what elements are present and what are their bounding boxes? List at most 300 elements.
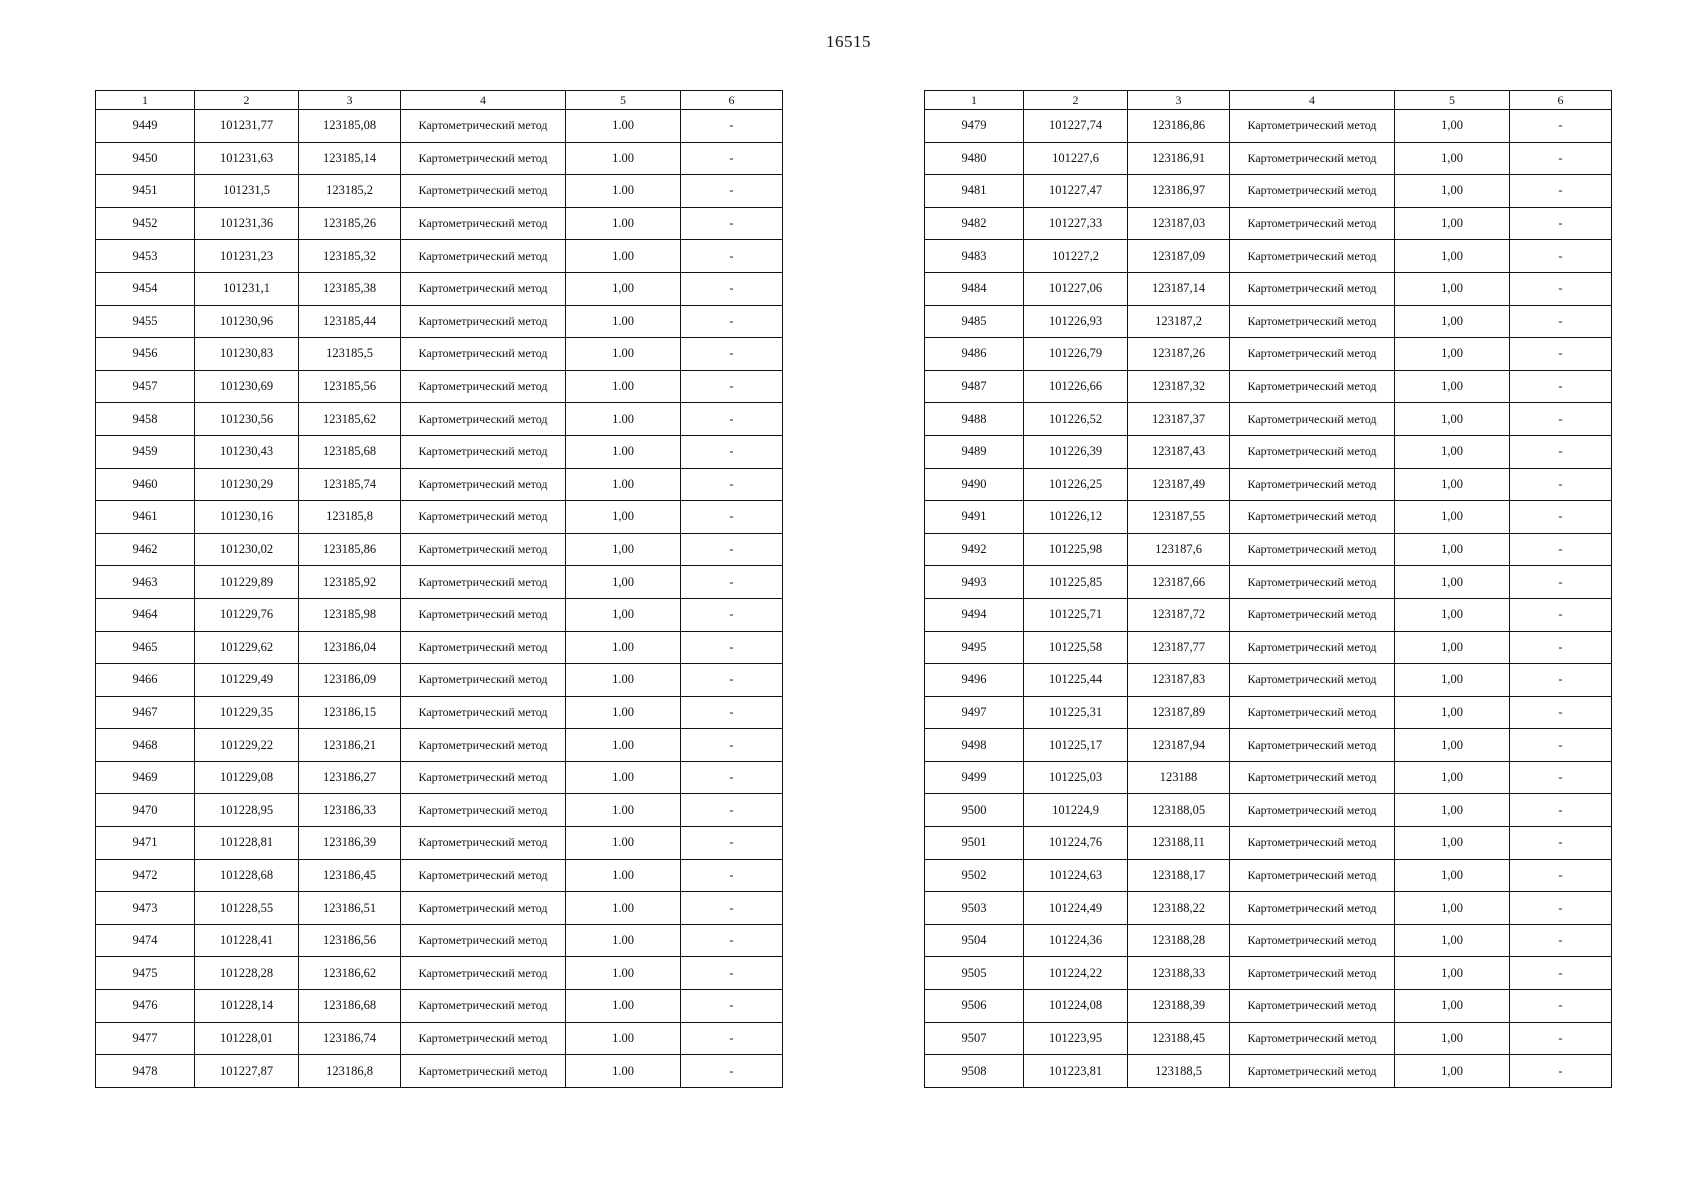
- x-coordinate-cell: 101228,55: [195, 892, 299, 925]
- table-row: [96, 566, 783, 599]
- accuracy-cell: 1.00: [566, 403, 681, 436]
- y-coordinate-cell: 123186,91: [1128, 142, 1230, 175]
- point-number-cell: 9478: [96, 1055, 195, 1088]
- description-cell: -: [681, 370, 783, 403]
- point-number-cell: 9467: [96, 696, 195, 729]
- table-row: [96, 696, 783, 729]
- accuracy-cell: 1.00: [566, 761, 681, 794]
- x-coordinate-cell: 101231,1: [195, 272, 299, 305]
- point-number-cell: 9456: [96, 338, 195, 371]
- description-cell: -: [681, 696, 783, 729]
- description-cell: -: [681, 729, 783, 762]
- table-row: [925, 468, 1612, 501]
- description-cell: -: [681, 631, 783, 664]
- table-header-row: [925, 91, 1612, 110]
- x-coordinate-cell: 101230,16: [195, 501, 299, 534]
- y-coordinate-cell: 123187,03: [1128, 207, 1230, 240]
- accuracy-cell: 1,00: [1395, 990, 1510, 1023]
- description-cell: -: [681, 859, 783, 892]
- description-cell: -: [1510, 305, 1612, 338]
- y-coordinate-cell: 123187,09: [1128, 240, 1230, 273]
- accuracy-cell: 1,00: [1395, 501, 1510, 534]
- description-cell: -: [1510, 794, 1612, 827]
- x-coordinate-cell: 101228,14: [195, 990, 299, 1023]
- table-row: [96, 957, 783, 990]
- table-row: [925, 272, 1612, 305]
- accuracy-cell: 1,00: [566, 501, 681, 534]
- accuracy-cell: 1,00: [1395, 175, 1510, 208]
- accuracy-cell: 1.00: [566, 1022, 681, 1055]
- x-coordinate-cell: 101226,93: [1024, 305, 1128, 338]
- y-coordinate-cell: 123187,43: [1128, 435, 1230, 468]
- x-coordinate-cell: 101228,28: [195, 957, 299, 990]
- table-row: [925, 370, 1612, 403]
- column-header: 5: [1395, 91, 1510, 110]
- x-coordinate-cell: 101224,9: [1024, 794, 1128, 827]
- y-coordinate-cell: 123188,05: [1128, 794, 1230, 827]
- method-cell: Картометрический метод: [401, 827, 566, 860]
- accuracy-cell: 1.00: [566, 1055, 681, 1088]
- method-cell: Картометрический метод: [401, 370, 566, 403]
- table-row: [96, 827, 783, 860]
- x-coordinate-cell: 101227,74: [1024, 110, 1128, 143]
- method-cell: Картометрический метод: [1230, 729, 1395, 762]
- x-coordinate-cell: 101227,87: [195, 1055, 299, 1088]
- point-number-cell: 9498: [925, 729, 1024, 762]
- point-number-cell: 9463: [96, 566, 195, 599]
- y-coordinate-cell: 123187,66: [1128, 566, 1230, 599]
- method-cell: Картометрический метод: [1230, 631, 1395, 664]
- y-coordinate-cell: 123185,32: [299, 240, 401, 273]
- accuracy-cell: 1,00: [1395, 142, 1510, 175]
- x-coordinate-cell: 101223,81: [1024, 1055, 1128, 1088]
- method-cell: Картометрический метод: [401, 142, 566, 175]
- method-cell: Картометрический метод: [401, 501, 566, 534]
- x-coordinate-cell: 101230,69: [195, 370, 299, 403]
- table-row: [96, 142, 783, 175]
- y-coordinate-cell: 123187,32: [1128, 370, 1230, 403]
- description-cell: -: [681, 207, 783, 240]
- y-coordinate-cell: 123185,2: [299, 175, 401, 208]
- y-coordinate-cell: 123187,89: [1128, 696, 1230, 729]
- point-number-cell: 9494: [925, 598, 1024, 631]
- accuracy-cell: 1,00: [1395, 827, 1510, 860]
- description-cell: -: [1510, 501, 1612, 534]
- x-coordinate-cell: 101227,33: [1024, 207, 1128, 240]
- description-cell: -: [1510, 598, 1612, 631]
- point-number-cell: 9457: [96, 370, 195, 403]
- table-row: [925, 305, 1612, 338]
- accuracy-cell: 1.00: [566, 631, 681, 664]
- point-number-cell: 9479: [925, 110, 1024, 143]
- description-cell: -: [681, 990, 783, 1023]
- y-coordinate-cell: 123186,68: [299, 990, 401, 1023]
- column-header: 4: [1230, 91, 1395, 110]
- description-cell: -: [681, 435, 783, 468]
- method-cell: Картометрический метод: [401, 305, 566, 338]
- description-cell: -: [1510, 533, 1612, 566]
- point-number-cell: 9453: [96, 240, 195, 273]
- y-coordinate-cell: 123185,08: [299, 110, 401, 143]
- point-number-cell: 9469: [96, 761, 195, 794]
- x-coordinate-cell: 101224,36: [1024, 924, 1128, 957]
- point-number-cell: 9465: [96, 631, 195, 664]
- description-cell: -: [1510, 566, 1612, 599]
- accuracy-cell: 1.00: [566, 142, 681, 175]
- point-number-cell: 9459: [96, 435, 195, 468]
- point-number-cell: 9501: [925, 827, 1024, 860]
- method-cell: Картометрический метод: [401, 664, 566, 697]
- accuracy-cell: 1.00: [566, 240, 681, 273]
- point-number-cell: 9461: [96, 501, 195, 534]
- accuracy-cell: 1,00: [1395, 207, 1510, 240]
- table-row: [96, 272, 783, 305]
- accuracy-cell: 1.00: [566, 957, 681, 990]
- accuracy-cell: 1,00: [1395, 859, 1510, 892]
- x-coordinate-cell: 101228,01: [195, 1022, 299, 1055]
- point-number-cell: 9471: [96, 827, 195, 860]
- x-coordinate-cell: 101225,71: [1024, 598, 1128, 631]
- description-cell: -: [681, 924, 783, 957]
- description-cell: -: [1510, 957, 1612, 990]
- y-coordinate-cell: 123185,5: [299, 338, 401, 371]
- method-cell: Картометрический метод: [401, 110, 566, 143]
- x-coordinate-cell: 101226,39: [1024, 435, 1128, 468]
- x-coordinate-cell: 101231,5: [195, 175, 299, 208]
- x-coordinate-cell: 101226,66: [1024, 370, 1128, 403]
- accuracy-cell: 1,00: [566, 598, 681, 631]
- table-row: [925, 598, 1612, 631]
- x-coordinate-cell: 101226,79: [1024, 338, 1128, 371]
- description-cell: -: [681, 1055, 783, 1088]
- description-cell: -: [681, 1022, 783, 1055]
- method-cell: Картометрический метод: [1230, 468, 1395, 501]
- method-cell: Картометрический метод: [401, 794, 566, 827]
- description-cell: -: [1510, 468, 1612, 501]
- x-coordinate-cell: 101227,47: [1024, 175, 1128, 208]
- point-number-cell: 9500: [925, 794, 1024, 827]
- point-number-cell: 9470: [96, 794, 195, 827]
- accuracy-cell: 1,00: [1395, 110, 1510, 143]
- accuracy-cell: 1,00: [1395, 631, 1510, 664]
- accuracy-cell: 1,00: [566, 533, 681, 566]
- description-cell: -: [1510, 370, 1612, 403]
- y-coordinate-cell: 123185,8: [299, 501, 401, 534]
- method-cell: Картометрический метод: [401, 696, 566, 729]
- column-header: 4: [401, 91, 566, 110]
- x-coordinate-cell: 101228,95: [195, 794, 299, 827]
- table-row: [96, 370, 783, 403]
- description-cell: -: [1510, 664, 1612, 697]
- point-number-cell: 9483: [925, 240, 1024, 273]
- point-number-cell: 9486: [925, 338, 1024, 371]
- description-cell: -: [1510, 990, 1612, 1023]
- accuracy-cell: 1,00: [1395, 957, 1510, 990]
- method-cell: Картометрический метод: [1230, 1055, 1395, 1088]
- y-coordinate-cell: 123187,2: [1128, 305, 1230, 338]
- y-coordinate-cell: 123187,77: [1128, 631, 1230, 664]
- point-number-cell: 9468: [96, 729, 195, 762]
- point-number-cell: 9499: [925, 761, 1024, 794]
- point-number-cell: 9458: [96, 403, 195, 436]
- description-cell: -: [1510, 403, 1612, 436]
- point-number-cell: 9466: [96, 664, 195, 697]
- x-coordinate-cell: 101227,06: [1024, 272, 1128, 305]
- x-coordinate-cell: 101231,63: [195, 142, 299, 175]
- x-coordinate-cell: 101224,49: [1024, 892, 1128, 925]
- method-cell: Картометрический метод: [1230, 370, 1395, 403]
- accuracy-cell: 1.00: [566, 924, 681, 957]
- method-cell: Картометрический метод: [401, 729, 566, 762]
- x-coordinate-cell: 101230,83: [195, 338, 299, 371]
- point-number-cell: 9508: [925, 1055, 1024, 1088]
- point-number-cell: 9504: [925, 924, 1024, 957]
- x-coordinate-cell: 101229,89: [195, 566, 299, 599]
- y-coordinate-cell: 123187,72: [1128, 598, 1230, 631]
- description-cell: -: [1510, 761, 1612, 794]
- x-coordinate-cell: 101229,22: [195, 729, 299, 762]
- y-coordinate-cell: 123186,51: [299, 892, 401, 925]
- x-coordinate-cell: 101224,76: [1024, 827, 1128, 860]
- y-coordinate-cell: 123188,5: [1128, 1055, 1230, 1088]
- description-cell: -: [1510, 272, 1612, 305]
- y-coordinate-cell: 123185,38: [299, 272, 401, 305]
- point-number-cell: 9493: [925, 566, 1024, 599]
- description-cell: -: [1510, 827, 1612, 860]
- x-coordinate-cell: 101223,95: [1024, 1022, 1128, 1055]
- y-coordinate-cell: 123187,49: [1128, 468, 1230, 501]
- x-coordinate-cell: 101231,23: [195, 240, 299, 273]
- table-row: [96, 1022, 783, 1055]
- y-coordinate-cell: 123185,86: [299, 533, 401, 566]
- table-row: [96, 468, 783, 501]
- method-cell: Картометрический метод: [401, 468, 566, 501]
- table-row: [96, 794, 783, 827]
- accuracy-cell: 1,00: [1395, 761, 1510, 794]
- table-row: [96, 892, 783, 925]
- accuracy-cell: 1,00: [1395, 1022, 1510, 1055]
- point-number-cell: 9490: [925, 468, 1024, 501]
- table-row: [925, 892, 1612, 925]
- table-row: [925, 859, 1612, 892]
- y-coordinate-cell: 123186,21: [299, 729, 401, 762]
- y-coordinate-cell: 123187,94: [1128, 729, 1230, 762]
- table-row: [96, 859, 783, 892]
- description-cell: -: [681, 892, 783, 925]
- method-cell: Картометрический метод: [1230, 827, 1395, 860]
- method-cell: Картометрический метод: [1230, 859, 1395, 892]
- description-cell: -: [681, 664, 783, 697]
- point-number-cell: 9472: [96, 859, 195, 892]
- accuracy-cell: 1.00: [566, 696, 681, 729]
- table-row: [96, 533, 783, 566]
- table-row: [96, 598, 783, 631]
- table-row: [925, 110, 1612, 143]
- accuracy-cell: 1,00: [1395, 403, 1510, 436]
- x-coordinate-cell: 101225,44: [1024, 664, 1128, 697]
- y-coordinate-cell: 123185,62: [299, 403, 401, 436]
- page-number: 16515: [826, 32, 871, 51]
- column-header: 6: [1510, 91, 1612, 110]
- y-coordinate-cell: 123185,98: [299, 598, 401, 631]
- method-cell: Картометрический метод: [1230, 240, 1395, 273]
- description-cell: -: [1510, 729, 1612, 762]
- y-coordinate-cell: 123186,27: [299, 761, 401, 794]
- y-coordinate-cell: 123186,09: [299, 664, 401, 697]
- point-number-cell: 9462: [96, 533, 195, 566]
- x-coordinate-cell: 101230,96: [195, 305, 299, 338]
- x-coordinate-cell: 101230,29: [195, 468, 299, 501]
- y-coordinate-cell: 123185,92: [299, 566, 401, 599]
- accuracy-cell: 1,00: [1395, 305, 1510, 338]
- description-cell: -: [1510, 1055, 1612, 1088]
- description-cell: -: [681, 566, 783, 599]
- table-row: [925, 175, 1612, 208]
- point-number-cell: 9455: [96, 305, 195, 338]
- description-cell: -: [1510, 175, 1612, 208]
- method-cell: Картометрический метод: [401, 1055, 566, 1088]
- accuracy-cell: 1,00: [566, 566, 681, 599]
- method-cell: Картометрический метод: [401, 892, 566, 925]
- accuracy-cell: 1,00: [1395, 338, 1510, 371]
- table-row: [925, 761, 1612, 794]
- x-coordinate-cell: 101229,76: [195, 598, 299, 631]
- accuracy-cell: 1.00: [566, 370, 681, 403]
- method-cell: Картометрический метод: [401, 761, 566, 794]
- table-row: [96, 175, 783, 208]
- x-coordinate-cell: 101231,36: [195, 207, 299, 240]
- y-coordinate-cell: 123186,33: [299, 794, 401, 827]
- description-cell: -: [681, 501, 783, 534]
- y-coordinate-cell: 123188,33: [1128, 957, 1230, 990]
- table-row: [96, 110, 783, 143]
- description-cell: -: [681, 110, 783, 143]
- accuracy-cell: 1,00: [1395, 272, 1510, 305]
- description-cell: -: [1510, 435, 1612, 468]
- column-header: 5: [566, 91, 681, 110]
- x-coordinate-cell: 101229,62: [195, 631, 299, 664]
- description-cell: -: [1510, 859, 1612, 892]
- point-number-cell: 9449: [96, 110, 195, 143]
- y-coordinate-cell: 123188,45: [1128, 1022, 1230, 1055]
- table-row: [925, 142, 1612, 175]
- table-row: [96, 240, 783, 273]
- point-number-cell: 9481: [925, 175, 1024, 208]
- y-coordinate-cell: 123185,14: [299, 142, 401, 175]
- table-row: [925, 631, 1612, 664]
- y-coordinate-cell: 123187,55: [1128, 501, 1230, 534]
- method-cell: Картометрический метод: [1230, 1022, 1395, 1055]
- accuracy-cell: 1.00: [566, 338, 681, 371]
- x-coordinate-cell: 101229,08: [195, 761, 299, 794]
- method-cell: Картометрический метод: [1230, 892, 1395, 925]
- description-cell: -: [681, 403, 783, 436]
- method-cell: Картометрический метод: [1230, 207, 1395, 240]
- method-cell: Картометрический метод: [1230, 403, 1395, 436]
- method-cell: Картометрический метод: [1230, 175, 1395, 208]
- table-body: [925, 110, 1612, 1088]
- accuracy-cell: 1,00: [1395, 435, 1510, 468]
- description-cell: -: [681, 827, 783, 860]
- y-coordinate-cell: 123186,45: [299, 859, 401, 892]
- point-number-cell: 9505: [925, 957, 1024, 990]
- point-number-cell: 9506: [925, 990, 1024, 1023]
- table-row: [96, 403, 783, 436]
- accuracy-cell: 1,00: [1395, 924, 1510, 957]
- description-cell: -: [681, 598, 783, 631]
- column-header: 1: [96, 91, 195, 110]
- point-number-cell: 9496: [925, 664, 1024, 697]
- x-coordinate-cell: 101228,68: [195, 859, 299, 892]
- table-row: [925, 566, 1612, 599]
- description-cell: -: [1510, 696, 1612, 729]
- accuracy-cell: 1,00: [1395, 598, 1510, 631]
- point-number-cell: 9503: [925, 892, 1024, 925]
- table-row: [925, 207, 1612, 240]
- method-cell: Картометрический метод: [1230, 305, 1395, 338]
- point-number-cell: 9489: [925, 435, 1024, 468]
- method-cell: Картометрический метод: [401, 272, 566, 305]
- table-row: [96, 924, 783, 957]
- point-number-cell: 9491: [925, 501, 1024, 534]
- x-coordinate-cell: 101229,35: [195, 696, 299, 729]
- accuracy-cell: 1,00: [1395, 696, 1510, 729]
- accuracy-cell: 1.00: [566, 110, 681, 143]
- method-cell: Картометрический метод: [401, 435, 566, 468]
- method-cell: Картометрический метод: [401, 957, 566, 990]
- accuracy-cell: 1,00: [1395, 1055, 1510, 1088]
- method-cell: Картометрический метод: [1230, 598, 1395, 631]
- method-cell: Картометрический метод: [1230, 272, 1395, 305]
- column-header: 3: [299, 91, 401, 110]
- y-coordinate-cell: 123187,14: [1128, 272, 1230, 305]
- column-header: 3: [1128, 91, 1230, 110]
- accuracy-cell: 1.00: [566, 207, 681, 240]
- x-coordinate-cell: 101227,6: [1024, 142, 1128, 175]
- table-row: [96, 631, 783, 664]
- method-cell: Картометрический метод: [1230, 435, 1395, 468]
- y-coordinate-cell: 123188,22: [1128, 892, 1230, 925]
- table-row: [925, 1055, 1612, 1088]
- point-number-cell: 9464: [96, 598, 195, 631]
- description-cell: -: [681, 957, 783, 990]
- x-coordinate-cell: 101230,43: [195, 435, 299, 468]
- column-header: 2: [1024, 91, 1128, 110]
- table-row: [96, 207, 783, 240]
- accuracy-cell: 1,00: [1395, 664, 1510, 697]
- point-number-cell: 9476: [96, 990, 195, 1023]
- y-coordinate-cell: 123188,17: [1128, 859, 1230, 892]
- description-cell: -: [1510, 110, 1612, 143]
- y-coordinate-cell: 123188,11: [1128, 827, 1230, 860]
- description-cell: -: [681, 175, 783, 208]
- method-cell: Картометрический метод: [1230, 664, 1395, 697]
- x-coordinate-cell: 101228,81: [195, 827, 299, 860]
- method-cell: Картометрический метод: [1230, 696, 1395, 729]
- table-row: [925, 240, 1612, 273]
- y-coordinate-cell: 123186,39: [299, 827, 401, 860]
- method-cell: Картометрический метод: [1230, 501, 1395, 534]
- description-cell: -: [681, 468, 783, 501]
- table-row: [925, 501, 1612, 534]
- method-cell: Картометрический метод: [1230, 794, 1395, 827]
- point-number-cell: 9451: [96, 175, 195, 208]
- x-coordinate-cell: 101226,12: [1024, 501, 1128, 534]
- y-coordinate-cell: 123186,86: [1128, 110, 1230, 143]
- accuracy-cell: 1,00: [1395, 240, 1510, 273]
- accuracy-cell: 1,00: [1395, 729, 1510, 762]
- description-cell: -: [681, 272, 783, 305]
